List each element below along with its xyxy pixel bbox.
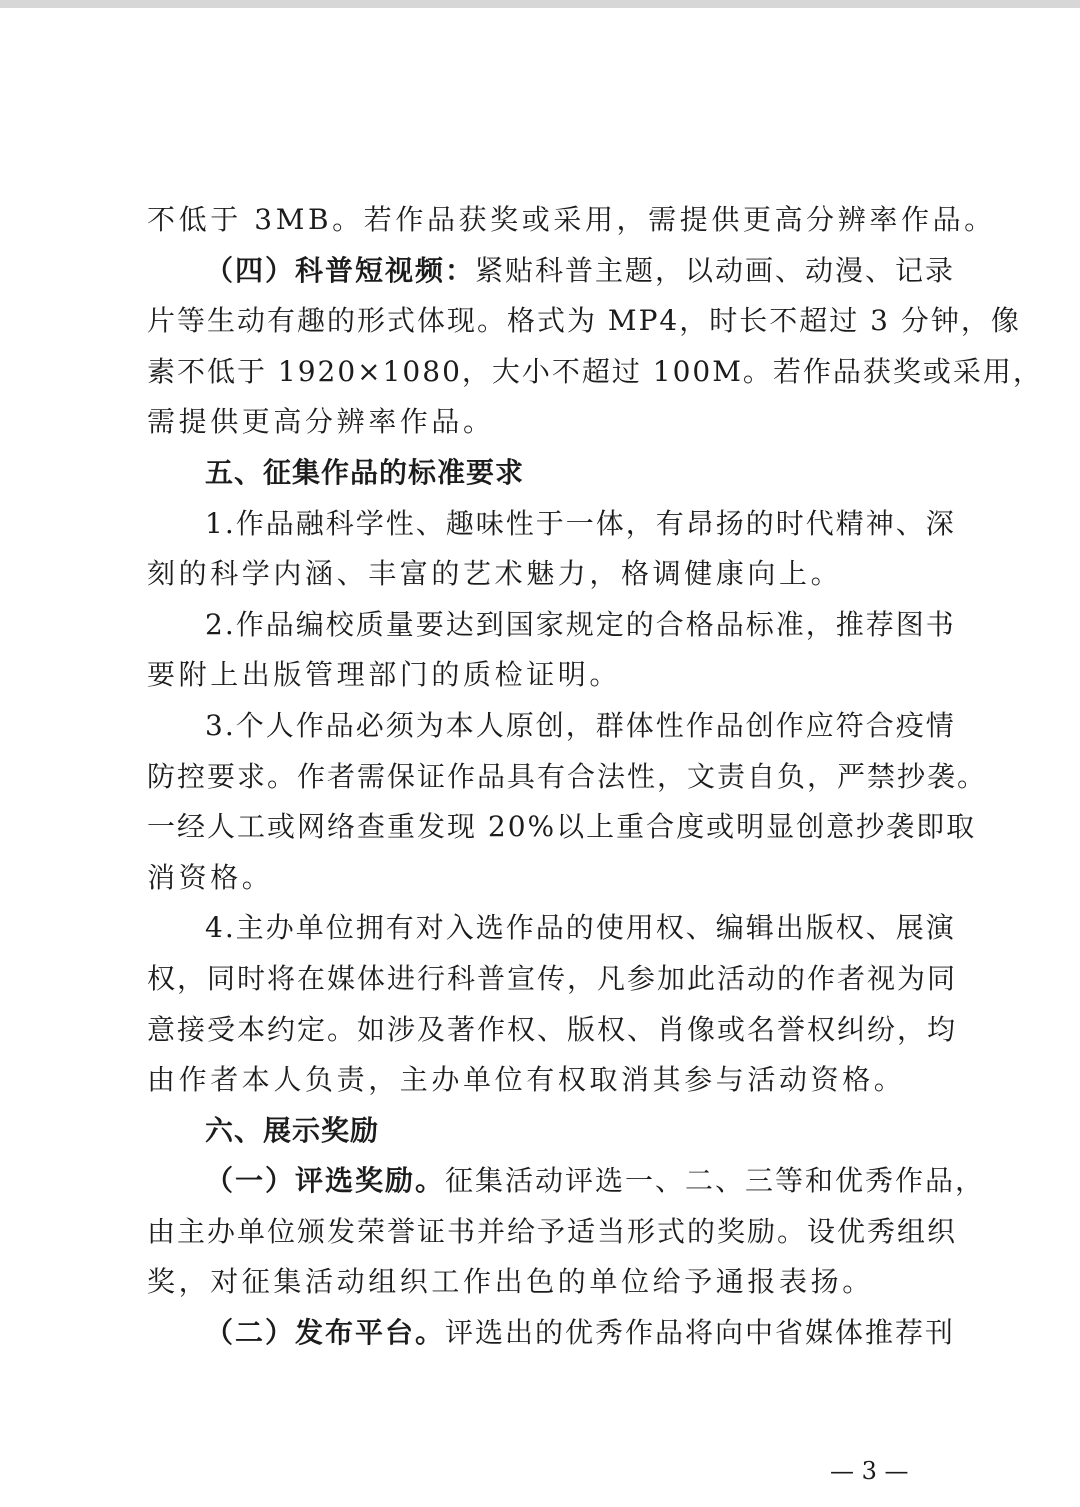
section-heading: 六、展示奖励 [205, 1113, 380, 1147]
paragraph-line: 由作者本人负责，主办单位有权取消其参与活动资格。 [147, 1063, 906, 1097]
paragraph-line: 要附上出版管理部门的质检证明。 [147, 658, 622, 692]
paragraph-line: 1.作品融科学性、趣味性于一体，有昂扬的时代精神、深 [205, 506, 956, 540]
paragraph-line: 片等生动有趣的形式体现。格式为 MP4，时长不超过 3 分钟，像 [147, 304, 1021, 338]
paragraph-line: （二）发布平台。评选出的优秀作品将向中省媒体推荐刊 [205, 1316, 956, 1350]
section-heading: 五、征集作品的标准要求 [205, 455, 525, 489]
paragraph-line: （一）评选奖励。征集活动评选一、二、三等和优秀作品， [205, 1164, 986, 1198]
subsection-lead: （二）发布平台。 [205, 1316, 446, 1350]
page-number: — 3 — [830, 1457, 909, 1485]
paragraph-line: 需提供更高分辨率作品。 [147, 405, 495, 439]
paragraph-line: 4.主办单位拥有对入选作品的使用权、编辑出版权、展演 [205, 911, 956, 945]
paragraph-line: （四）科普短视频：紧贴科普主题，以动画、动漫、记录 [205, 253, 956, 287]
document-page [147, 195, 1043, 1359]
paragraph-line: 由主办单位颁发荣誉证书并给予适当形式的奖励。设优秀组织 [147, 1214, 958, 1248]
top-scroll-bar [0, 0, 1080, 8]
paragraph-line: 意接受本约定。如涉及著作权、版权、肖像或名誉权纠纷，均 [147, 1012, 958, 1046]
paragraph-line: 一经人工或网络查重发现 20%以上重合度或明显创意抄袭即取 [147, 810, 977, 844]
paragraph-line: 不低于 3MB。若作品获奖或采用，需提供更高分辨率作品。 [147, 203, 996, 236]
paragraph-line: 奖，对征集活动组织工作出色的单位给予通报表扬。 [147, 1265, 874, 1299]
paragraph-line: 防控要求。作者需保证作品具有合法性，文责自负，严禁抄袭。 [147, 759, 988, 793]
paragraph-line: 2.作品编校质量要达到国家规定的合格品标准，推荐图书 [205, 607, 956, 641]
subsection-lead: （四）科普短视频： [205, 253, 476, 287]
paragraph-line: 消资格。 [147, 860, 274, 894]
paragraph-line: 3.个人作品必须为本人原创，群体性作品创作应符合疫情 [205, 708, 956, 742]
paragraph-line: 权，同时将在媒体进行科普宣传，凡参加此活动的作者视为同 [147, 961, 958, 995]
paragraph-line: 刻的科学内涵、丰富的艺术魅力，格调健康向上。 [147, 557, 843, 591]
paragraph-line: 素不低于 1920×1080，大小不超过 100M。若作品获奖或采用， [147, 354, 1043, 388]
subsection-lead: （一）评选奖励。 [205, 1164, 446, 1198]
